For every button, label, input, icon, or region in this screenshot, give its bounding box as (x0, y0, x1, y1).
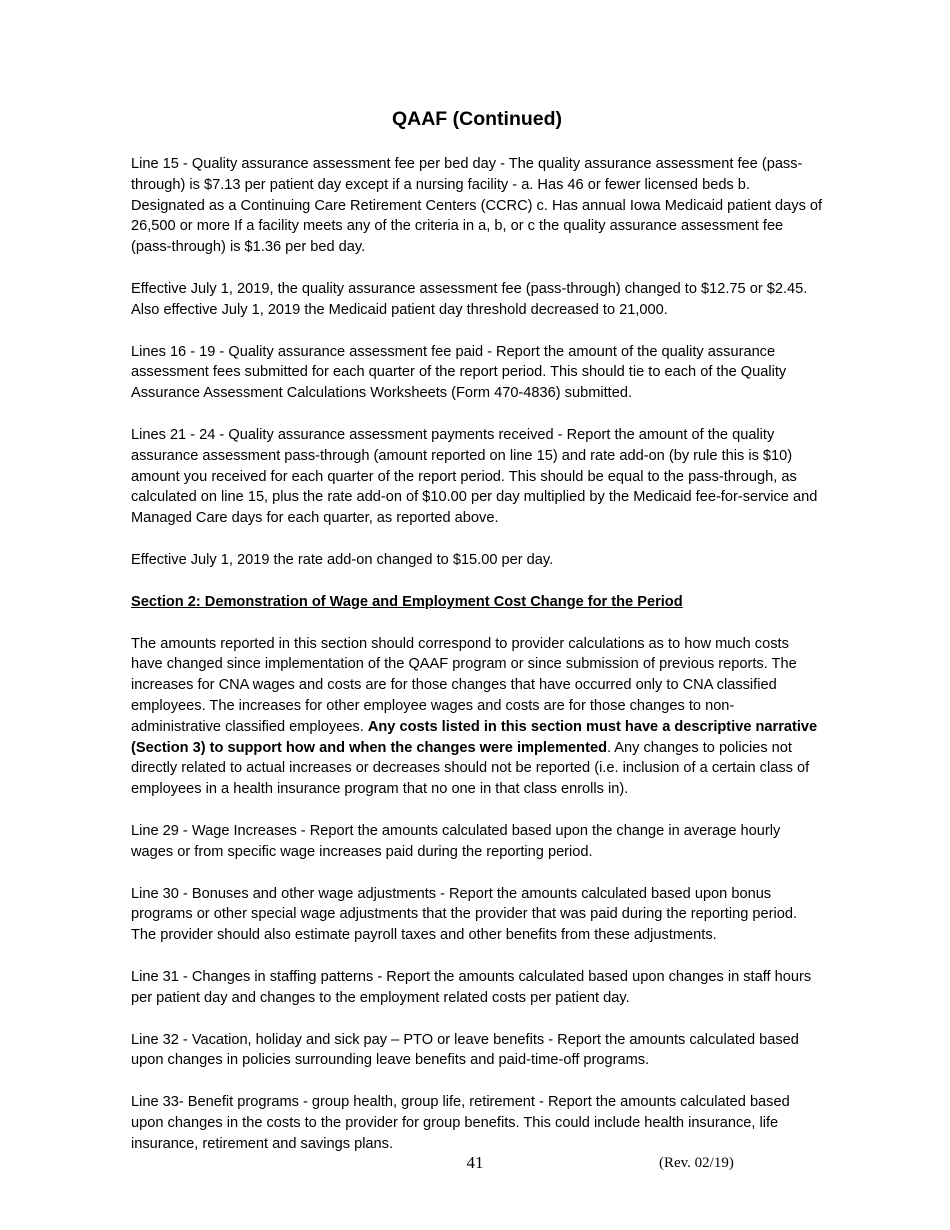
paragraph-effective-addon: Effective July 1, 2019 the rate add-on changed to $15.00 per day. (131, 551, 554, 568)
section-2-intro-tail: . Any changes to policies not directly related to actual increases or decreases should not be reported (i.e. inclusion of a certain class of employees in a health insurance program that no one in that class enrolls in). (131, 739, 810, 798)
paragraph-line-15: Line 15 - Quality assurance assessment fee per bed day - The quality assurance assessment fee (pass-through) is $7.13 per patient day except if a nursing facility - a. Has 46 or fewer licensed beds b. Designated as a Continuing Care Retirement Centers (CCRC) c. Has annual Iowa Medicaid patient days of 26,500 or more If a facility meets any of the criteria in a, b, or c the quality assurance assessment fee (pass-through) is $1.36 per bed day. (131, 156, 823, 256)
paragraph-line-30: Line 30 - Bonuses and other wage adjustments - Report the amounts calculated based upon bonus programs or other special wage adjustments that the provider that was paid during the reporting period. The provider should also estimate payroll taxes and other benefits from these adjustments. (131, 885, 798, 944)
page-title: QAAF (Continued) (391, 108, 563, 130)
paragraph-lines-16-19: Lines 16 - 19 - Quality assurance assessment fee paid - Report the amount of the quality assurance assessment fees submitted for each quarter of the report period. This should tie to each of the Quality Assurance Assessment Calculations Worksheets (Form 470-4836) submitted. (131, 343, 787, 402)
paragraph-line-29: Line 29 - Wage Increases - Report the amounts calculated based upon the change in average hourly wages or from specific wage increases paid during the reporting period. (131, 822, 781, 860)
page-number: 41 (466, 1153, 484, 1172)
paragraph-section-2-intro (131, 634, 823, 800)
paragraph-effective-fee: Effective July 1, 2019, the quality assurance assessment fee (pass-through) changed to $12.75 or $2.45. Also effective July 1, 2019 the Medicaid patient day threshold decreased to 21,000. (131, 280, 808, 318)
section-2-intro-bold: Any costs listed in this section must have a descriptive narrative (Section 3) to support how and when the changes were implemented (131, 718, 818, 756)
paragraph-lines-21-24: Lines 21 - 24 - Quality assurance assessment payments received - Report the amount of the quality assurance assessment pass-through (amount reported on line 15) and rate add-on (by rule this is $10) amount you received for each quarter of the report period. This should be equal to the pass-through, as calculated on line 15, plus the rate add-on of $10.00 per day multiplied by the Medicaid fee-for-service and Managed Care days for each quarter, as reported above. (131, 426, 818, 527)
section-2-intro-text: The amounts reported in this section should correspond to provider calculations as to how much costs have changed since implementation of the QAAF program or since submission of previous reports. The increases for CNA wages and costs are for those changes that have occurred only to CNA classified employees. The increases for other employee wages and costs are for those changes to non-administrative classified employees. (131, 635, 797, 735)
document-page (131, 104, 823, 1175)
paragraph-line-32: Line 32 - Vacation, holiday and sick pay – PTO or leave benefits - Report the amounts calculated based upon changes in policies surrounding leave benefits and paid-time-off programs. (131, 1031, 799, 1069)
paragraph-line-33: Line 33- Benefit programs - group health, group life, retirement - Report the amounts calculated based upon changes in the costs to the provider for group benefits. This could include health insurance, life insurance, retirement and savings plans. (131, 1094, 790, 1152)
paragraph-line-31: Line 31 - Changes in staffing patterns - Report the amounts calculated based upon changes in staff hours per patient day and changes to the employment related costs per patient day. (131, 968, 812, 1006)
section-2-heading: Section 2: Demonstration of Wage and Employment Cost Change for the Period (131, 593, 683, 610)
section-2-heading-para (131, 592, 823, 613)
revision-label: (Rev. 02/19) (659, 1155, 734, 1171)
